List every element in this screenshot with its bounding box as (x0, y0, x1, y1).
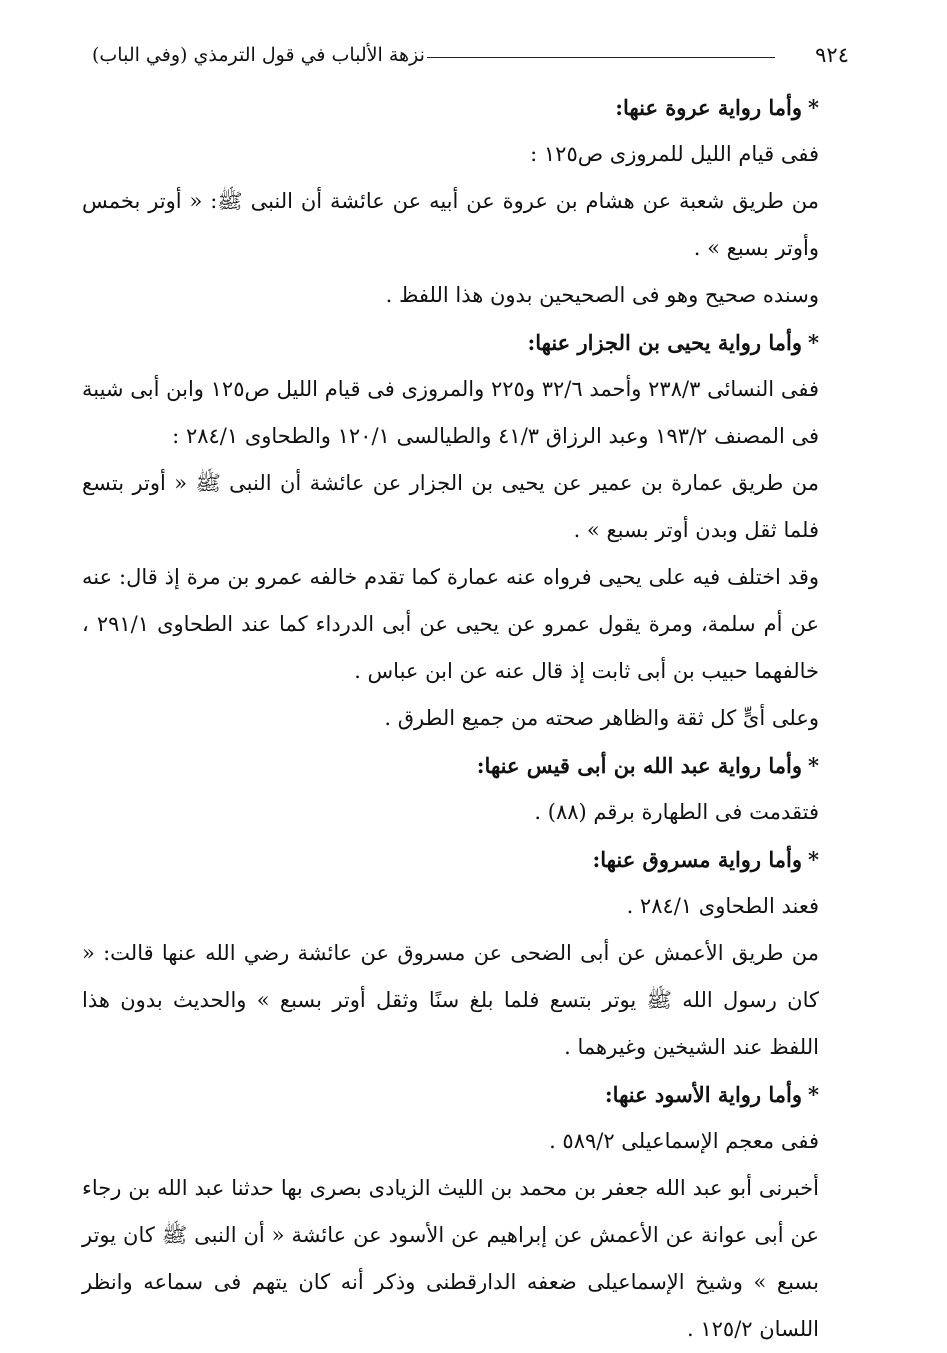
paragraph: وقد اختلف فيه على يحيى فرواه عنه عمارة كما تقدم خالفه عمرو بن مرة إذ قال: عنه عن أم سلمة، ومرة يقول عمرو عن يحيى عن أبى الدرداء كما عند الطحاوى ٢٩١/١ ، خالفهما حبيب بن أبى ثابت إذ قال عنه عن ابن عباس . (82, 565, 819, 683)
section-heading-abdullah (82, 742, 857, 789)
paragraph: ففى معجم الإسماعيلى ٥٨٩/٢ . (549, 1129, 819, 1153)
section-heading-yahya (82, 319, 857, 366)
section-heading-masruq (82, 836, 857, 883)
paragraph: وسنده صحيح وهو فى الصحيحين بدون هذا اللفظ . (385, 283, 819, 307)
running-title: نزهة الألباب في قول الترمذي (وفي الباب) (92, 44, 425, 66)
asterisk-marker: * (808, 753, 819, 778)
paragraph: فعند الطحاوى ٢٨٤/١ . (626, 894, 819, 918)
heading-text: وأما رواية عروة عنها: (615, 95, 803, 120)
asterisk-marker: * (808, 95, 819, 120)
heading-text: وأما رواية يحيى بن الجزار عنها: (527, 330, 803, 355)
section-heading-urwa (82, 84, 857, 131)
asterisk-marker: * (808, 330, 819, 355)
paragraph: من طريق عمارة بن عمير عن يحيى بن الجزار عن عائشة أن النبى ﷺ « أوتر بتسع فلما ثقل وبدن أوتر بسبع » . (82, 471, 819, 542)
asterisk-marker: * (808, 847, 819, 872)
asterisk-marker: * (808, 1082, 819, 1107)
heading-text: وأما رواية الأسود عنها: (604, 1082, 803, 1107)
document-page (82, 36, 857, 1353)
section-heading-aswad (82, 1071, 857, 1118)
paragraph: أخبرنى أبو عبد الله جعفر بن محمد بن الليث الزيادى بصرى بها حدثنا عبد الله بن رجاء عن أبى عوانة عن الأعمش عن إبراهيم عن الأسود عن عائشة « أن النبى ﷺ كان يوتر بسبع » وشيخ الإسماعيلى ضعفه الدارقطنى وذكر أنه كان يتهم فى سماعه وانظر اللسان ١٢٥/٢ . (82, 1176, 819, 1341)
paragraph: من طريق الأعمش عن أبى الضحى عن مسروق عن عائشة رضي الله عنها قالت: « كان رسول الله ﷺ يوتر بتسع فلما بلغ سنًا وثقل أوتر بسبع » والحديث بدون هذا اللفظ عند الشيخين وغيرهما . (82, 941, 819, 1059)
header-rule (427, 57, 775, 58)
heading-text: وأما رواية مسروق عنها: (592, 847, 803, 872)
page-number: ٩٢٤ (815, 43, 849, 67)
paragraph: فتقدمت فى الطهارة برقم (٨٨) . (534, 800, 819, 824)
paragraph: ففى النسائى ٢٣٨/٣ وأحمد ٣٢/٦ و٢٢٥ والمروزى فى قيام الليل ص١٢٥ وابن أبى شيبة فى المصنف ١٩٣/٢ وعبد الرزاق ٤١/٣ والطيالسى ١٢٠/١ والطحاوى ٢٨٤/١ : (82, 377, 819, 448)
body-text (82, 84, 857, 1353)
heading-text: وأما رواية عبد الله بن أبى قيس عنها: (476, 753, 803, 778)
running-header (82, 36, 857, 74)
paragraph: ففى قيام الليل للمروزى ص١٢٥ : (530, 142, 819, 166)
paragraph: من طريق شعبة عن هشام بن عروة عن أبيه عن عائشة أن النبى ﷺ: « أوتر بخمس وأوتر بسبع » . (82, 189, 819, 260)
paragraph: وعلى أىٍّ كل ثقة والظاهر صحته من جميع الطرق . (384, 706, 819, 730)
